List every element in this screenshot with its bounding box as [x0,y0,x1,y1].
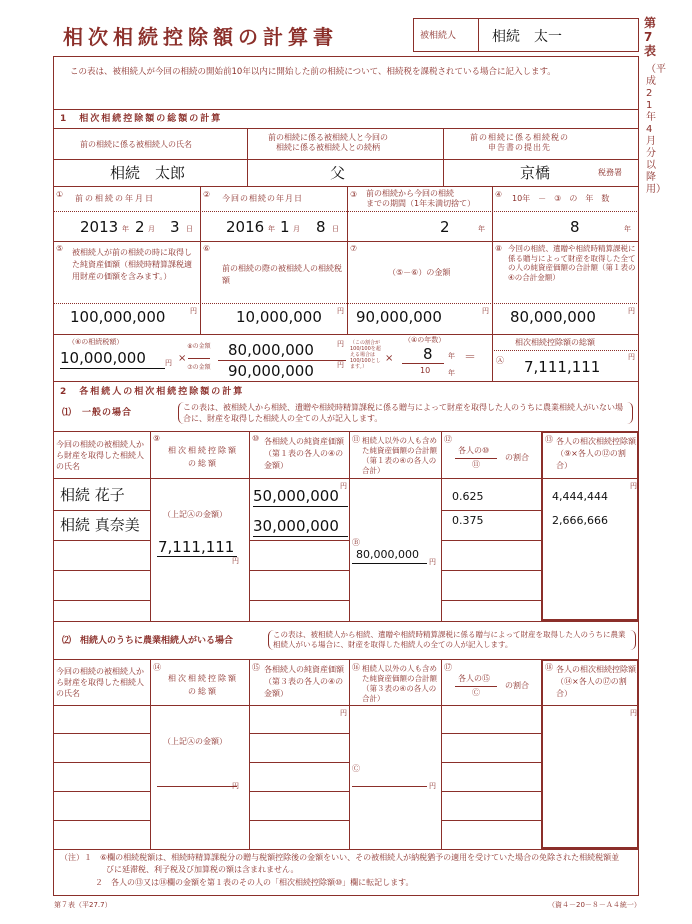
b-total[interactable]: 80,000,000 [356,548,419,561]
section1-heading: 1 相次相続控除額の総額の計算 [60,114,223,124]
f1-day[interactable]: 3 [170,218,180,236]
calc-denominator[interactable]: 90,000,000 [228,362,314,380]
section2-sub1: ⑴ 一般の場合 [62,408,133,418]
heir1-amount[interactable]: 4,444,444 [552,490,608,503]
section2-note: この表は、被相続人から相続、遺贈や相続時精算課税に係る贈与によって財産を取得した人のうちに農業相続人がいない場合に、財産を取得した相続人の全ての人が記入します。 [178,402,633,424]
f3-value[interactable]: 2 [440,218,450,236]
f1-label: 前の相続の年月日 [75,194,155,203]
note-1: （注）１ ⑥欄の相続税額は、相続時精算課税分の贈与税額控除後の金額をいい、その被相続人が納税猶予の適用を受けていた場合の免除された相続税額並びに延滞税、利子税及び加算税の額は含まれません。 [60,853,620,874]
f1-month[interactable]: 2 [135,218,145,236]
f3-label: 前の相続から今回の相続 までの期間（1年未満切捨て） [366,189,476,208]
office-value[interactable]: 京橋 [520,164,551,182]
h-name: 今回の相続の被相続人から財産を取得した相続人の氏名 [56,440,144,471]
f5-label: 被相続人が前の相続の時に取得した純資産価額（相続時精算課税適用財産の価額を含みます。） [72,248,192,281]
h13: 各人の相次相続控除額（⑨×各人の⑫の割合） [556,437,636,470]
a-amount[interactable]: 7,111,111 [158,538,235,556]
prev-decedent-name[interactable]: 相続 太郎 [110,164,186,182]
heir2-net[interactable]: 30,000,000 [253,517,339,535]
footer-right: （資４－20－８－Ａ４統一） [548,901,641,909]
heir1-name[interactable]: 相続 花子 [60,486,125,504]
h16: 相続人以外の人も含めた純資産価額の合計額（第３表の④の各人の合計） [362,664,437,703]
f7-value[interactable]: 90,000,000 [356,308,442,326]
side-label-main: 第7表 [644,16,657,58]
f4-value[interactable]: 8 [570,218,580,236]
f8-label: 今回の相続、遺贈や相続時精算課税に係る贈与によって財産を取得した全ての人の純資産価額の合計額（第１表の④の合計金額） [508,244,636,282]
total-label: 相次相続控除額の総額 [515,338,595,347]
f5-value[interactable]: 100,000,000 [70,308,166,326]
heir1-net[interactable]: 50,000,000 [253,487,339,505]
heir1-ratio[interactable]: 0.625 [452,490,484,503]
relation-value[interactable]: 父 [330,164,346,182]
side-label-sub: （平成21年4月分以降用） [646,64,666,195]
calc-tax[interactable]: 10,000,000 [60,349,146,367]
section3-sub2: ⑵ 相続人のうちに農業相続人がいる場合 [62,636,234,646]
heir2-amount[interactable]: 2,666,666 [552,514,608,527]
h15: 各相続人の純資産価額（第３表の各人の④の金額） [264,665,344,698]
calc-numerator[interactable]: 80,000,000 [228,341,314,359]
calc-years[interactable]: 8 [423,345,433,363]
decedent-name[interactable]: 相続 太一 [492,29,562,45]
f6-label: 前の相続の際の被相続人の相続税額 [222,264,342,285]
f6-value[interactable]: 10,000,000 [236,308,322,326]
footer-left: 第７表（平27.7） [54,901,112,909]
col-office: 前の相続に係る相続税の 申告書の提出先 [470,133,569,152]
f2-day[interactable]: 8 [316,218,326,236]
col-relation: 前の相続に係る被相続人と今回の 相続に係る被相続人との続柄 [268,133,388,152]
h14: 相次相続控除額の総額 [168,674,238,696]
h9: 相次相続控除額の総額 [168,446,238,468]
f2-month[interactable]: 1 [280,218,290,236]
total-value[interactable]: 7,111,111 [524,358,601,376]
heir2-ratio[interactable]: 0.375 [452,514,484,527]
f7-label: （⑤－⑥）の金額 [388,268,451,277]
section2-heading: 2 各相続人の相次相続控除額の計算 [60,387,245,397]
f2-label: 今回の相続の年月日 [222,194,303,203]
calc-ratio-note: （この割合が100/100を超える場合は100/100とします。） [350,340,381,370]
col-prev-decedent: 前の相続に係る被相続人の氏名 [80,140,192,149]
h11: 相続人以外の人も含めた純資産価額の合計額（第１表の④の各人の合計） [362,436,437,475]
f8-value[interactable]: 80,000,000 [510,308,596,326]
f2-year[interactable]: 2016 [226,218,265,236]
decedent-label: 被相続人 [420,31,457,41]
section3-note: この表は、被相続人から相続、遺贈や相続時精算課税に係る贈与によって財産を取得した人のうちに農業相続人がいる場合に、財産を取得した相続人の全ての人が記入します。 [268,630,636,650]
h10: 各相続人の純資産価額（第１表の各人の④の金額） [264,437,344,470]
note-2: ２ 各人の⑬又は⑱欄の金額を第１表のその人の「相次相続控除額⑩」欄に転記します。 [95,878,414,887]
form-title: 相次相続控除額の計算書 [63,25,338,49]
f4-label: 10年 － ③ の 年 数 [512,194,610,203]
h18: 各人の相次相続控除額（⑭×各人の⑰の割合） [556,665,636,698]
f1-year[interactable]: 2013 [80,218,119,236]
intro-text: この表は、被相続人が今回の相続の開始前10年以内に開始した前の相続について、相続税を課税されている場合に記入します。 [70,67,556,77]
heir2-name[interactable]: 相続 真奈美 [60,516,140,534]
